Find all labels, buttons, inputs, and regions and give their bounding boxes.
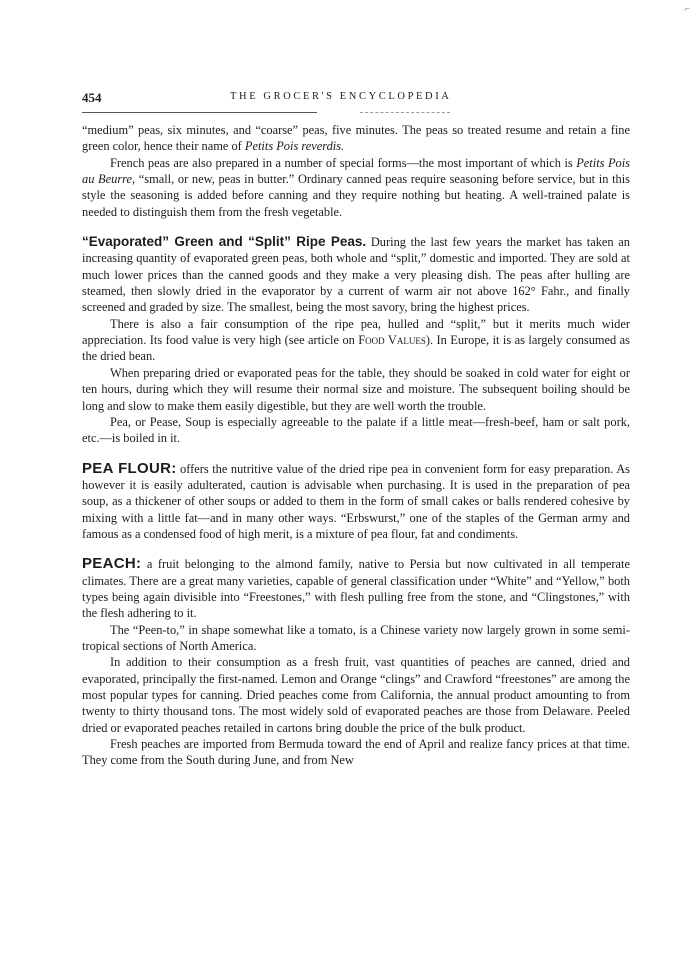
body-text xyxy=(82,122,630,769)
paragraph xyxy=(82,622,630,655)
entry-heading: PEA FLOUR: xyxy=(82,459,177,477)
paragraph xyxy=(82,654,630,736)
header-rule-faint xyxy=(360,112,450,113)
text-run: offers the nutritive value of the dried ripe pea in convenient form for easy preparation. As however it is easily adulterated, caution is advisable when purchasing. It is used in the preparation of pea soup, as a thickener of other soups or added to them in the form of small cakes or balls rendered cohesive by mixing with a little fat—and in many other ways. “Erbswurst,” one of the staples of the German army and famous as a condensed food of high merit, is a mixture of pea flour, fat and condiments. xyxy=(82,461,630,541)
running-title: THE GROCER'S ENCYCLOPEDIA xyxy=(230,91,452,102)
text-run: During the last few years the market has taken an increasing quantity of evaporated green peas, both whole and “split,” domestic and imported. They are sold at much lower prices than the canned goods and they make a very pleasing dish. The peas after hulling are steamed, then slowly dried in the evaporator by a current of warm air not above 162° Fahr., and finally screened and graded by size. The smallest, being the most savory, bring the highest prices. xyxy=(82,235,630,315)
cross-reference: Food Values xyxy=(358,333,426,348)
text-run: There is also a fair consumption of the ripe pea, hulled and “split,” but it merits much wider appreciation. Its food value is very high (see article on xyxy=(82,316,630,348)
paragraph xyxy=(82,556,630,621)
text-run: Fresh peaches are imported from Bermuda toward the end of April and realize fancy prices at that time. They come from the South during June, and from New xyxy=(82,737,630,768)
paragraph xyxy=(82,365,630,414)
text-run: a fruit belonging to the almond family, native to Persia but now cultivated in all temperate climates. There are a great many varieties, capable of general classification under “White” and “Yellow,” both types being again divisible into “Freestones,” with flesh pulling free from the stone, and “Clingstones,” with the flesh adhering to it. xyxy=(82,557,630,621)
paragraph xyxy=(82,414,630,447)
running-head xyxy=(82,90,630,108)
paragraph xyxy=(82,316,630,365)
text-run: “small, or new, peas in butter.” Ordinary canned peas require seasoning before service, but in this style the seasoning is added before canning and they require nothing but heating. A well-trained palate is needed to distinguish them from the fresh vegetable. xyxy=(82,172,630,219)
paragraph xyxy=(82,122,630,155)
italic-term: Petits Pois reverdis. xyxy=(244,139,345,154)
text-run: Pea, or Pease, Soup is especially agreeable to the palate if a little meat—fresh-beef, ham or salt pork, etc.—is boiled in it. xyxy=(82,414,630,446)
section-heading: “Evaporated” Green and “Split” Ripe Peas. xyxy=(82,234,367,250)
paragraph xyxy=(82,736,630,769)
page-number: 454 xyxy=(82,90,102,105)
corner-mark-icon: ⌐ xyxy=(684,4,690,15)
header-rule xyxy=(82,112,317,113)
entry-heading: PEACH: xyxy=(82,555,142,573)
text-run: When preparing dried or evaporated peas for the table, they should be soaked in cold water for eight or ten hours, during which they will resume their normal size and moisture. The subsequent boiling should be long and slow to make them easily digestible, but they are well worth the trouble. xyxy=(82,365,630,413)
text-run: “medium” peas, six minutes, and “coarse” peas, five minutes. The peas so treated resume and retain a fine green color, hence their name of xyxy=(82,123,630,154)
paragraph xyxy=(82,155,630,220)
paragraph xyxy=(82,234,630,316)
text-run: The “Peen-to,” in shape somewhat like a tomato, is a Chinese variety now largely grown in some semi-tropical sections of North America. xyxy=(82,622,630,653)
text-run: In addition to their consumption as a fresh fruit, vast quantities of peaches are canned, dried and evaporated, principally the first-named. Lemon and Orange “clings” and Crawford “freestones” are among the most popular types for canning. Dried peaches come from California, the annual product amounting to from twenty to thirty thousand tons. The most widely sold of evaporated peaches are those from Delaware. Peeled dried or evaporated peaches retailed in cartons bring double the price of the bulk product. xyxy=(82,655,630,735)
italic-term: Petits Pois au Beurre, xyxy=(82,155,630,187)
paragraph xyxy=(82,461,630,543)
text-run: ). In Europe, it is as largely consumed as the dried bean. xyxy=(82,333,631,364)
text-run: French peas are also prepared in a number of special forms—the most important of which is xyxy=(110,155,577,170)
